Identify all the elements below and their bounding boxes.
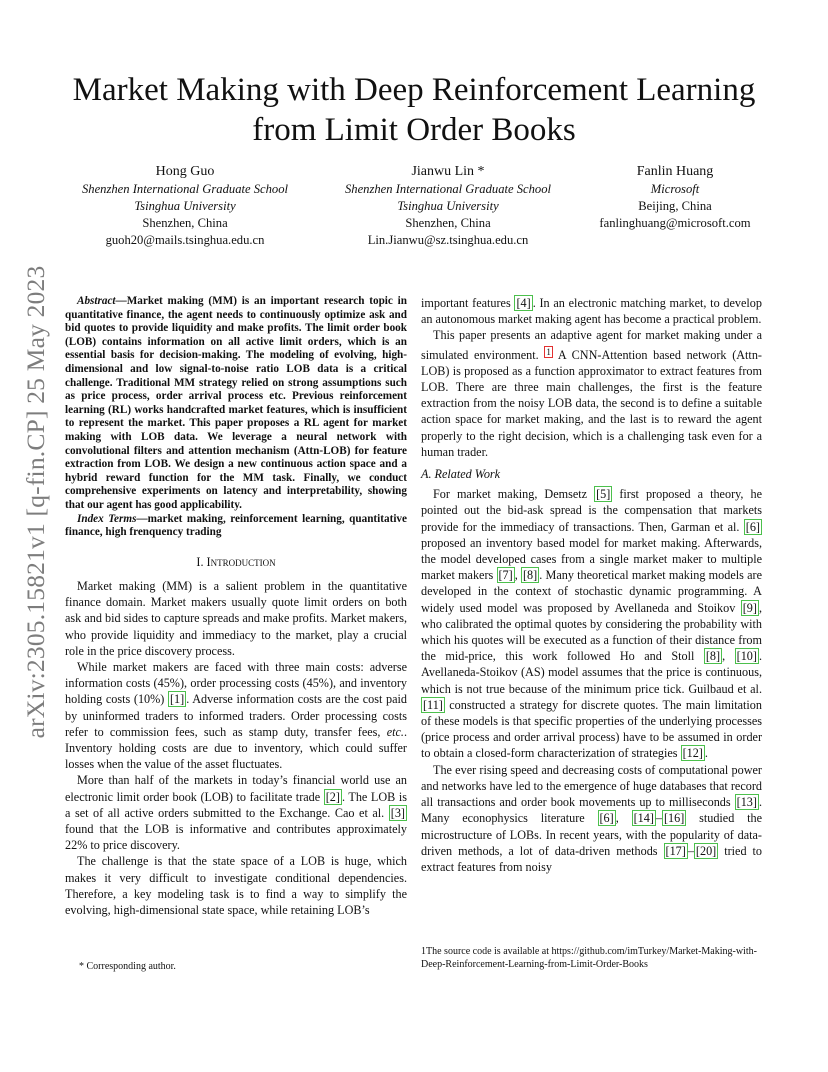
author-affiliation: Shenzhen International Graduate School: [344, 182, 552, 196]
paragraph: The challenge is that the state space of a LOB is huge, which makes it very difficult to investigate conditional dependencies. Therefore, a key modeling task is to find a way to simplify the evolving, high-dimensional state space, while retaining LOB’s: [65, 854, 407, 917]
citation-link[interactable]: [2]: [325, 789, 340, 804]
citation-link[interactable]: [9]: [742, 600, 757, 615]
paper-title: [60, 70, 768, 150]
author-affiliation: Tsinghua University: [397, 199, 499, 213]
citation-link[interactable]: [4]: [516, 296, 531, 310]
citation-link[interactable]: [12]: [682, 746, 703, 761]
left-column: [65, 295, 407, 918]
paragraph: important features [4] . In an electronic matching market, to develop an autonomous market making agent has become a practical problem.: [421, 296, 762, 327]
author-location: Shenzhen, China: [142, 216, 228, 230]
index-terms-label: Index Terms: [77, 512, 137, 525]
paragraph: While market makers are faced with three main costs: adverse information costs (45%), order processing costs (45%), and inventory holding costs (10%) [1] . Adverse information costs are the cost paid by uninformed traders to informed traders. Order processing costs refer to commission fees, such as stamp duty, transfer fees, etc.. Inventory holding costs are due to inventory, which could suffer losses when the value of the asset fluctuates.: [65, 659, 407, 772]
arxiv-id-text: arXiv:2305.15821v1 [q-fin.CP] 25 May 2023: [21, 265, 50, 739]
author-location: Shenzhen, China: [405, 216, 491, 230]
citation-link[interactable]: [6]: [745, 519, 760, 534]
citation-link[interactable]: [1]: [170, 692, 185, 707]
footnote-link[interactable]: 1: [546, 346, 551, 357]
citation-link[interactable]: [7]: [498, 568, 513, 583]
citation-link[interactable]: [8]: [705, 649, 721, 664]
author-affiliation: Microsoft: [650, 182, 700, 196]
citation-link[interactable]: [3]: [390, 805, 405, 820]
index-terms-text: —market making, reinforcement learning, quantitative finance, high frenquency trading: [65, 512, 407, 539]
citation-link[interactable]: [17]: [665, 843, 686, 858]
citation-link[interactable]: [6]: [599, 811, 614, 826]
author-2: [328, 163, 568, 249]
citation-link[interactable]: [8]: [523, 568, 538, 583]
author-name: Hong Guo: [155, 164, 215, 179]
abstract-text: —Market making (MM) is an important research topic in quantitative finance, the agent needs to continuously optimize ask and bid quotes to provide liquidity and make profits. The limit order book (LOB) contains information on all active limit orders, which is an essential basis for decision-making. The modeling of evolving, high-dimensional and low signal-to-noise ratio LOB data is a critical challenge. Traditional MM strategy relied on strong assumptions such as price process, order arrival process etc. Previous reinforcement learning (RL) works handcrafted market features, which is insufficient to represent the market. This paper proposes a RL agent for market making with LOB data. We leverage a neural network with convolutional filters and attention mechanism (Attn-LOB) for feature extraction from LOB. We design a new continuous action space and a hybrid reward function for the MM task. Finally, we conduct comprehensive experiments on latency and interpretability, showing that our agent has good applicability.: [65, 295, 407, 511]
right-column: [421, 295, 762, 875]
author-location: Beijing, China: [638, 199, 712, 213]
author-name: Fanlin Huang: [636, 164, 714, 179]
subsection-heading: A. Related Work: [421, 467, 501, 482]
abstract: [65, 295, 407, 513]
citation-link[interactable]: [14]: [633, 811, 654, 826]
title-line-1: Market Making with Deep Reinforcement Learning: [72, 72, 756, 108]
paragraph: Market making (MM) is a salient problem in the quantitative finance domain. Market makers usually quote limit orders on both ask and bid sides to capture spreads and make profits. Market makers, who provide liquidity and immediacy to the market, play a crucial role in the price discovery process.: [65, 578, 407, 658]
author-email: fanlinghuang@microsoft.com: [599, 216, 751, 230]
author-1: [70, 163, 300, 249]
paragraph: More than half of the markets in today’s financial world use an electronic limit order book (LOB) to facilitate trade [2] . The LOB is a set of all active orders submitted to the Exchange. Cao et al. [3] found that the LOB is informative and contributes approximately 22% to price discovery.: [65, 773, 407, 853]
footnote-corresponding: * Corresponding author.: [79, 961, 176, 972]
paragraph: For market making, Demsetz [5] first proposed a theory, he pointed out the bid-ask spread is the compensation that markets provide for the immediacy of transactions. Then, Garman et al. [6] proposed an inventory based model for market making. Afterwards, the model developed cases from a single market maker to multiple market makers [7] , [8] . Many theoretical market making models are developed in the context of stochastic dynamic programming. A widely used model was proposed by Avellaneda and Stoikov [9] , who calibrated the optimal quotes by considering the probability with which his quotes will be executed as a function of their distance from the mid-price, this work followed Ho and Stoll [8] , [10] . Avellaneda-Stoikov (AS) model assumes that the price is continuous, which is not true because of the minimum price tick. Guilbaud et al. [11] constructed a strategy for discrete quotes. The main limitation of these models is that specific properties of the underlying processes (price process and order arrival process) have to be assumed in order to obtain a closed-form characterization of strategies [12] .: [421, 487, 762, 761]
section-heading: I. Introduction: [196, 554, 276, 569]
paragraph: The ever rising speed and decreasing costs of computational power and networks have led to the emergence of huge databases that record all transactions and order book movements up to milliseconds [13] . Many econophysics literature [6] , [14] – [16] studied the microstructure of LOBs. In recent years, with the popularity of data-driven methods, a lot of data-driven methods [17] – [20] tried to extract features from noisy: [421, 762, 762, 874]
citation-link[interactable]: [20]: [695, 843, 717, 858]
author-email: guoh20@mails.tsinghua.edu.cn: [105, 233, 265, 247]
author-3: [575, 163, 775, 232]
citation-link[interactable]: [13]: [736, 795, 757, 810]
title-line-2: from Limit Order Books: [252, 112, 576, 148]
author-email: Lin.Jianwu@sz.tsinghua.edu.cn: [367, 233, 529, 247]
author-affiliation: Tsinghua University: [134, 199, 236, 213]
footnote-source-code: 1The source code is available at https://github.com/imTurkey/Market-Making-with-Deep-Reinforcement-Learning-from-Limit-Order-Books: [421, 946, 757, 970]
citation-link[interactable]: [5]: [596, 487, 611, 502]
author-affiliation: Shenzhen International Graduate School: [81, 182, 289, 196]
abstract-label: Abstract: [77, 295, 116, 307]
paragraph: This paper presents an adaptive agent for market making under a simulated environment. $^1$ A CNN-Attention based network (Attn-LOB) is proposed as a function approximator to extract features from LOB. There are three main challenges, the first is the feature extraction from the noisy LOB data, the second is to define a suitable action space for market making, and the last is to reward the agent properly to the right decision, which is a challenging task even for a human trader.: [421, 328, 762, 459]
citation-link[interactable]: [16]: [663, 811, 685, 826]
citation-link[interactable]: [10]: [736, 649, 757, 664]
arxiv-side-stamp: [20, 265, 52, 739]
index-terms: [65, 513, 407, 540]
citation-link[interactable]: [11]: [423, 697, 443, 712]
author-name: Jianwu Lin *: [411, 164, 485, 179]
